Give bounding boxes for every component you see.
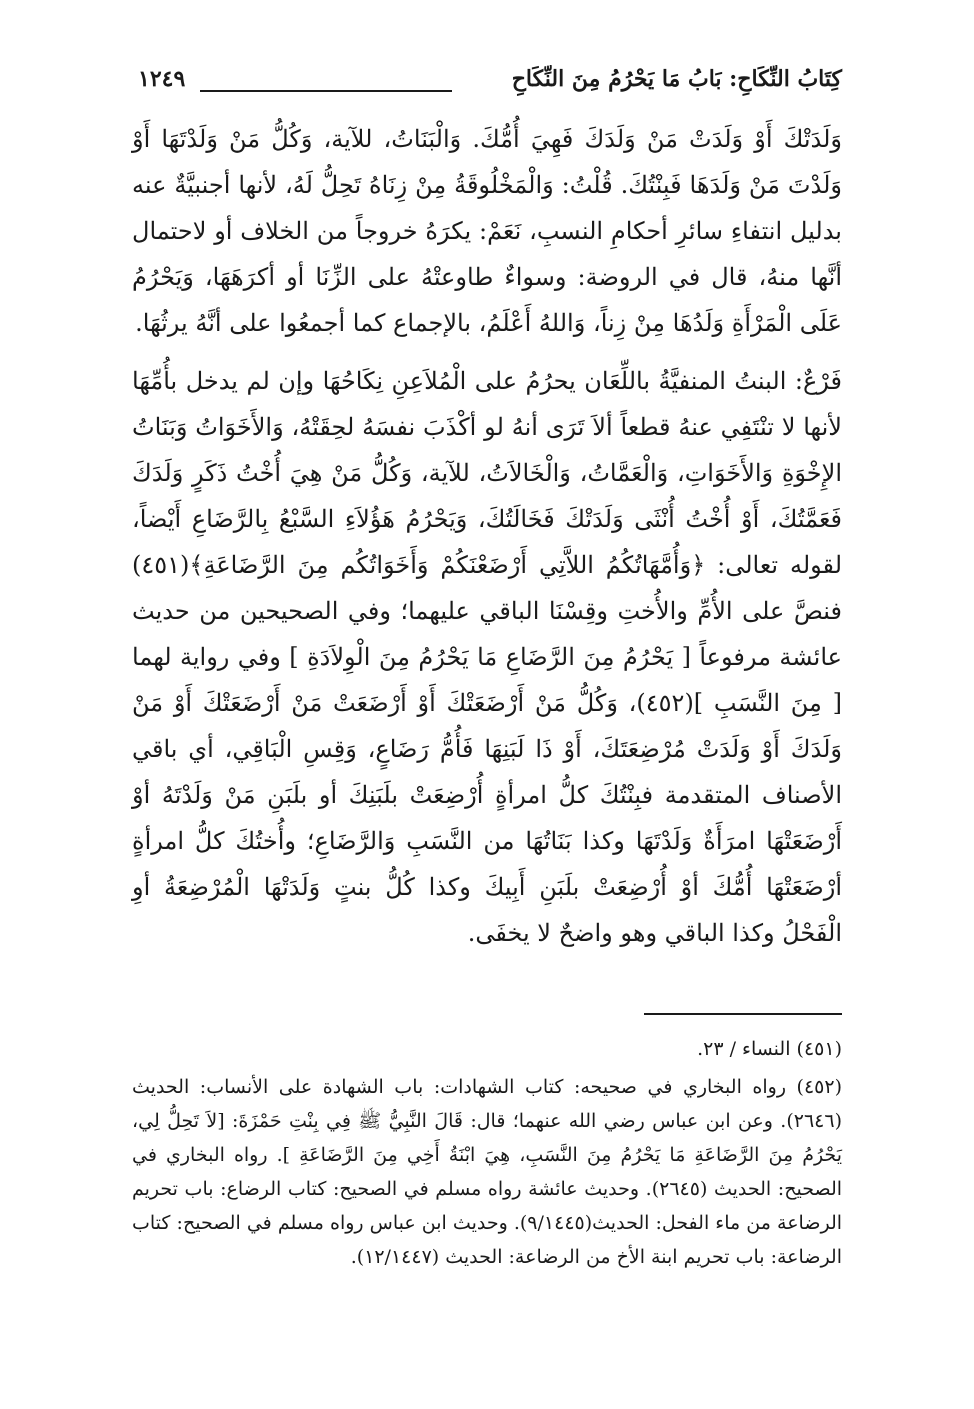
footnote-separator — [644, 1013, 842, 1015]
running-header-title: كِتَابُ النِّكَاحِ: بَابُ مَا يَحْرُمُ مِنَ النِّكَاحِ — [511, 66, 842, 92]
running-header — [138, 62, 842, 102]
header-rule — [200, 90, 452, 92]
paragraph: فَرْعٌ: البنتُ المنفيَّةُ باللِّعَان يحرُمُ على الْمُلاَعِنِ نِكَاحُهَا وإن لم يدخل بأُمِّهَا لأنها لا تنْتَفِي عنهُ قطعاً ألاَ تَرَى أنهُ لو أكْذَبَ نفسَهُ لحِقَتْهُ، وَالأَخَوَاتُ وَبَنَاتُ الإِخْوَةِ وَالأَخَوَاتِ، وَالْعَمَّاتُ، وَالْخَالاَتُ، للآية، وَكُلُّ مَنْ هِيَ أُخْتُ ذَكَرٍ وَلَدَكَ فَعَمَّتُكَ، أَوْ أُخْتُ أُنْثَى وَلَدَتْكَ فَخَالَتُكَ، وَيَحْرُمُ هَؤُلاَءِ السَّبْعُ بِالرَّضَاعِ أَيْضاً، لقوله تعالى: ﴿وَأُمَّهَاتُكُمُ اللاَّتِي أَرْضَعْنَكُمْ وَأَخَوَاتُكُم مِنَ الرَّضَاعَةِ﴾(٤٥١) فنصَّ على الأُمِّ والأُختِ وقِسْنَا الباقي عليهما؛ وفي الصحيحين من حديث عائشة مرفوعاً [ يَحْرُمُ مِنَ الرَّضَاعِ مَا يَحْرُمُ مِنَ الْوِلاَدَةِ ] وفي رواية لهما [ مِنَ النَّسَبِ ](٤٥٢)، وَكُلُّ مَنْ أَرْضَعَتْكَ أَوْ أَرْضَعَتْ مَنْ أَرْضَعَتْكَ أَوْ مَنْ وَلَدَكَ أَوْ وَلَدَتْ مُرْضِعَتَكَ، أَوْ ذَا لَبَنِهَا فَأُمُّ رَضَاعٍ، وَقِسِ الْبَاقِي، أي باقي الأصناف المتقدمة فبِنْتُكَ كلُّ امرأةٍ أُرْضِعَتْ بلَبَنِكَ أو بلَبَنِ مَنْ وَلَدْتَهُ أوْ أَرْضَعَتْهَا امرَأَةٌ وَلَدْتَهَا وكذا بَنَاتُهَا من النَّسَبِ وَالرَّضَاعِ؛ وأُختُكَ كلُّ امرأةٍ أرْضَعَتْهَا أُمُّكَ أوْ أُرْضِعَتْ بلَبَنِ أَبِيكَ وكذا كُلُّ بنتٍ وَلَدَتْهَا الْمُرْضِعَةُ أوِ الْفَحْلُ وكذا الباقي وهو واضحٌ لا يخفَى. — [132, 367, 843, 947]
page-number: ١٢٤٩ — [138, 66, 186, 92]
footnotes — [132, 1032, 842, 1274]
main-text — [132, 116, 842, 956]
paragraph: وَلَدَتْكَ أَوْ وَلَدَتْ مَنْ وَلَدَكَ فَهِيَ أُمُّكَ. وَالْبَنَاتُ، للآية، وَكُلُّ مَنْ وَلَدْتَهَا أَوْ وَلَدْتَ مَنْ وَلَدَهَا فَبِنْتُكَ. قُلْتُ: وَالْمَخْلُوقَةُ مِنْ زِنَاهُ تَحِلُّ لَهُ، لأنها أجنبيَّةٌ عنه بدليل انتفاءِ سائرِ أحكامِ النسبِ، نَعَمْ: يكرَهُ خروجاً من الخلاف أو لاحتمال أنَّها منهُ، قال في الروضة: وسواءٌ طاوعتْهُ على الزِّنَا أو أكرَهَهَا، وَيَحْرُمُ عَلَى الْمَرْأَةِ وَلَدُهَا مِنْ زِناً، وَاللهُ أَعْلَمُ، بالإجماع كما أجمعُوا على أنَّهُ يرثُهَا. — [132, 125, 842, 337]
footnote: (٤٥٢) رواه البخاري في صحيحه: كتاب الشهادات: باب الشهادة على الأنساب: الحديث (٢٦٤٦). وعن ابن عباس رضي الله عنهما؛ قال: قَالَ النَّبِيُّ ﷺ فِي بِنْتِ حَمْزَةَ: [لاَ تَحِلُّ لِي، يَحْرُمُ مِنَ الرَّضَاعَةِ مَا يَحْرُمُ مِنَ النَّسَبِ، هِيَ ابْنَةُ أَخِي مِنَ الرَّضَاعَةِ ]. رواه البخاري في الصحيح: الحديث (٢٦٤٥). وحديث عائشة رواه مسلم في الصحيح: كتاب الرضاع: باب تحريم الرضاعة من ماء الفحل: الحديث(٩/١٤٤٥). وحديث ابن عباس رواه مسلم في الصحيح: كتاب الرضاعة: باب تحريم ابنة الأخ من الرضاعة: الحديث (١٢/١٤٤٧). — [132, 1076, 843, 1268]
footnote: (٤٥١) النساء / ٢٣. — [697, 1038, 842, 1060]
